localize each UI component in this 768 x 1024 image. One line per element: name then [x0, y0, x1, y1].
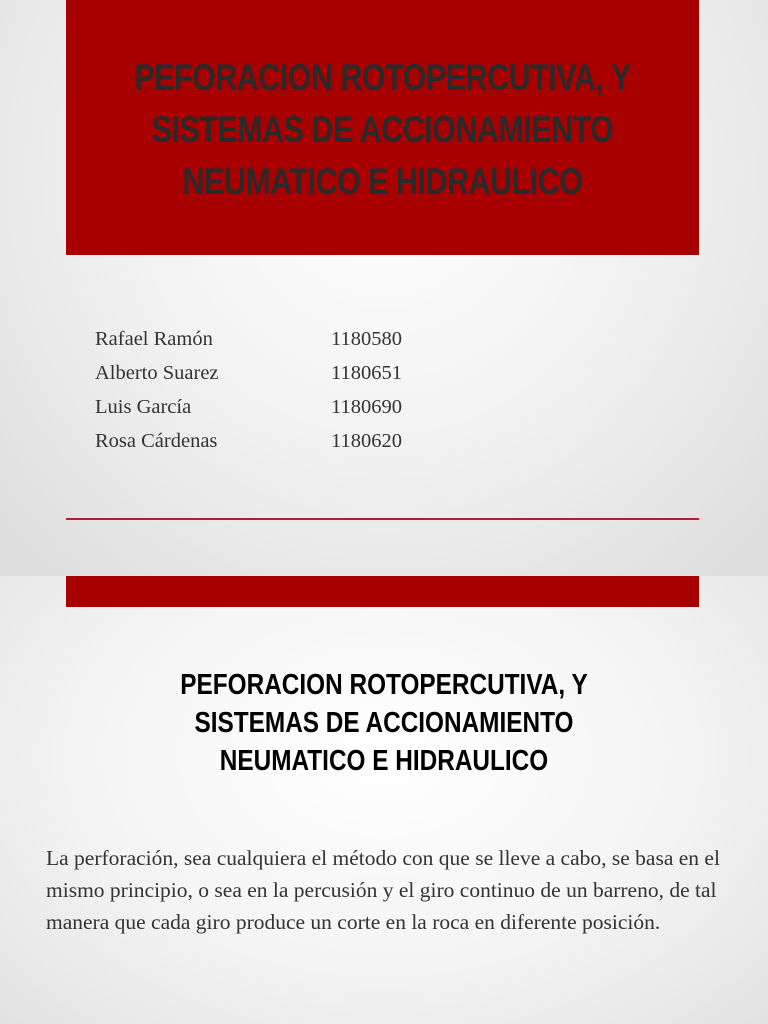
- member-name: Luis García: [95, 395, 192, 418]
- member-row: [95, 356, 435, 390]
- members-list: [95, 322, 435, 458]
- member-id: 1180580: [331, 327, 402, 350]
- member-id: 1180651: [331, 361, 402, 384]
- member-name: Alberto Suarez: [95, 361, 219, 384]
- member-row: [95, 322, 435, 356]
- slide-heading: PEFORACION ROTOPERCUTIVA, Y SISTEMAS DE ACCIONAMIENTO NEUMATICO E HIDRAULICO: [180, 669, 588, 777]
- member-row: [95, 424, 435, 458]
- top-accent-bar: [66, 576, 699, 607]
- content-slide: [0, 576, 768, 1024]
- member-id: 1180620: [331, 429, 402, 452]
- slide-title: PEFORACION ROTOPERCUTIVA, Y SISTEMAS DE ACCIONAMIENTO NEUMATICO E HIDRAULICO: [134, 57, 631, 202]
- member-name: Rosa Cárdenas: [95, 429, 218, 452]
- body-paragraph: La perforación, sea cualquiera el método con que se lleve a cabo, se basa en el mismo principio, o sea en la percusión y el giro continuo de un barreno, de tal manera que cada giro produce un corte en la roca en diferente posición.: [46, 846, 720, 934]
- member-id: 1180690: [331, 395, 402, 418]
- member-row: [95, 390, 435, 424]
- member-name: Rafael Ramón: [95, 327, 213, 350]
- divider-line: [66, 518, 699, 520]
